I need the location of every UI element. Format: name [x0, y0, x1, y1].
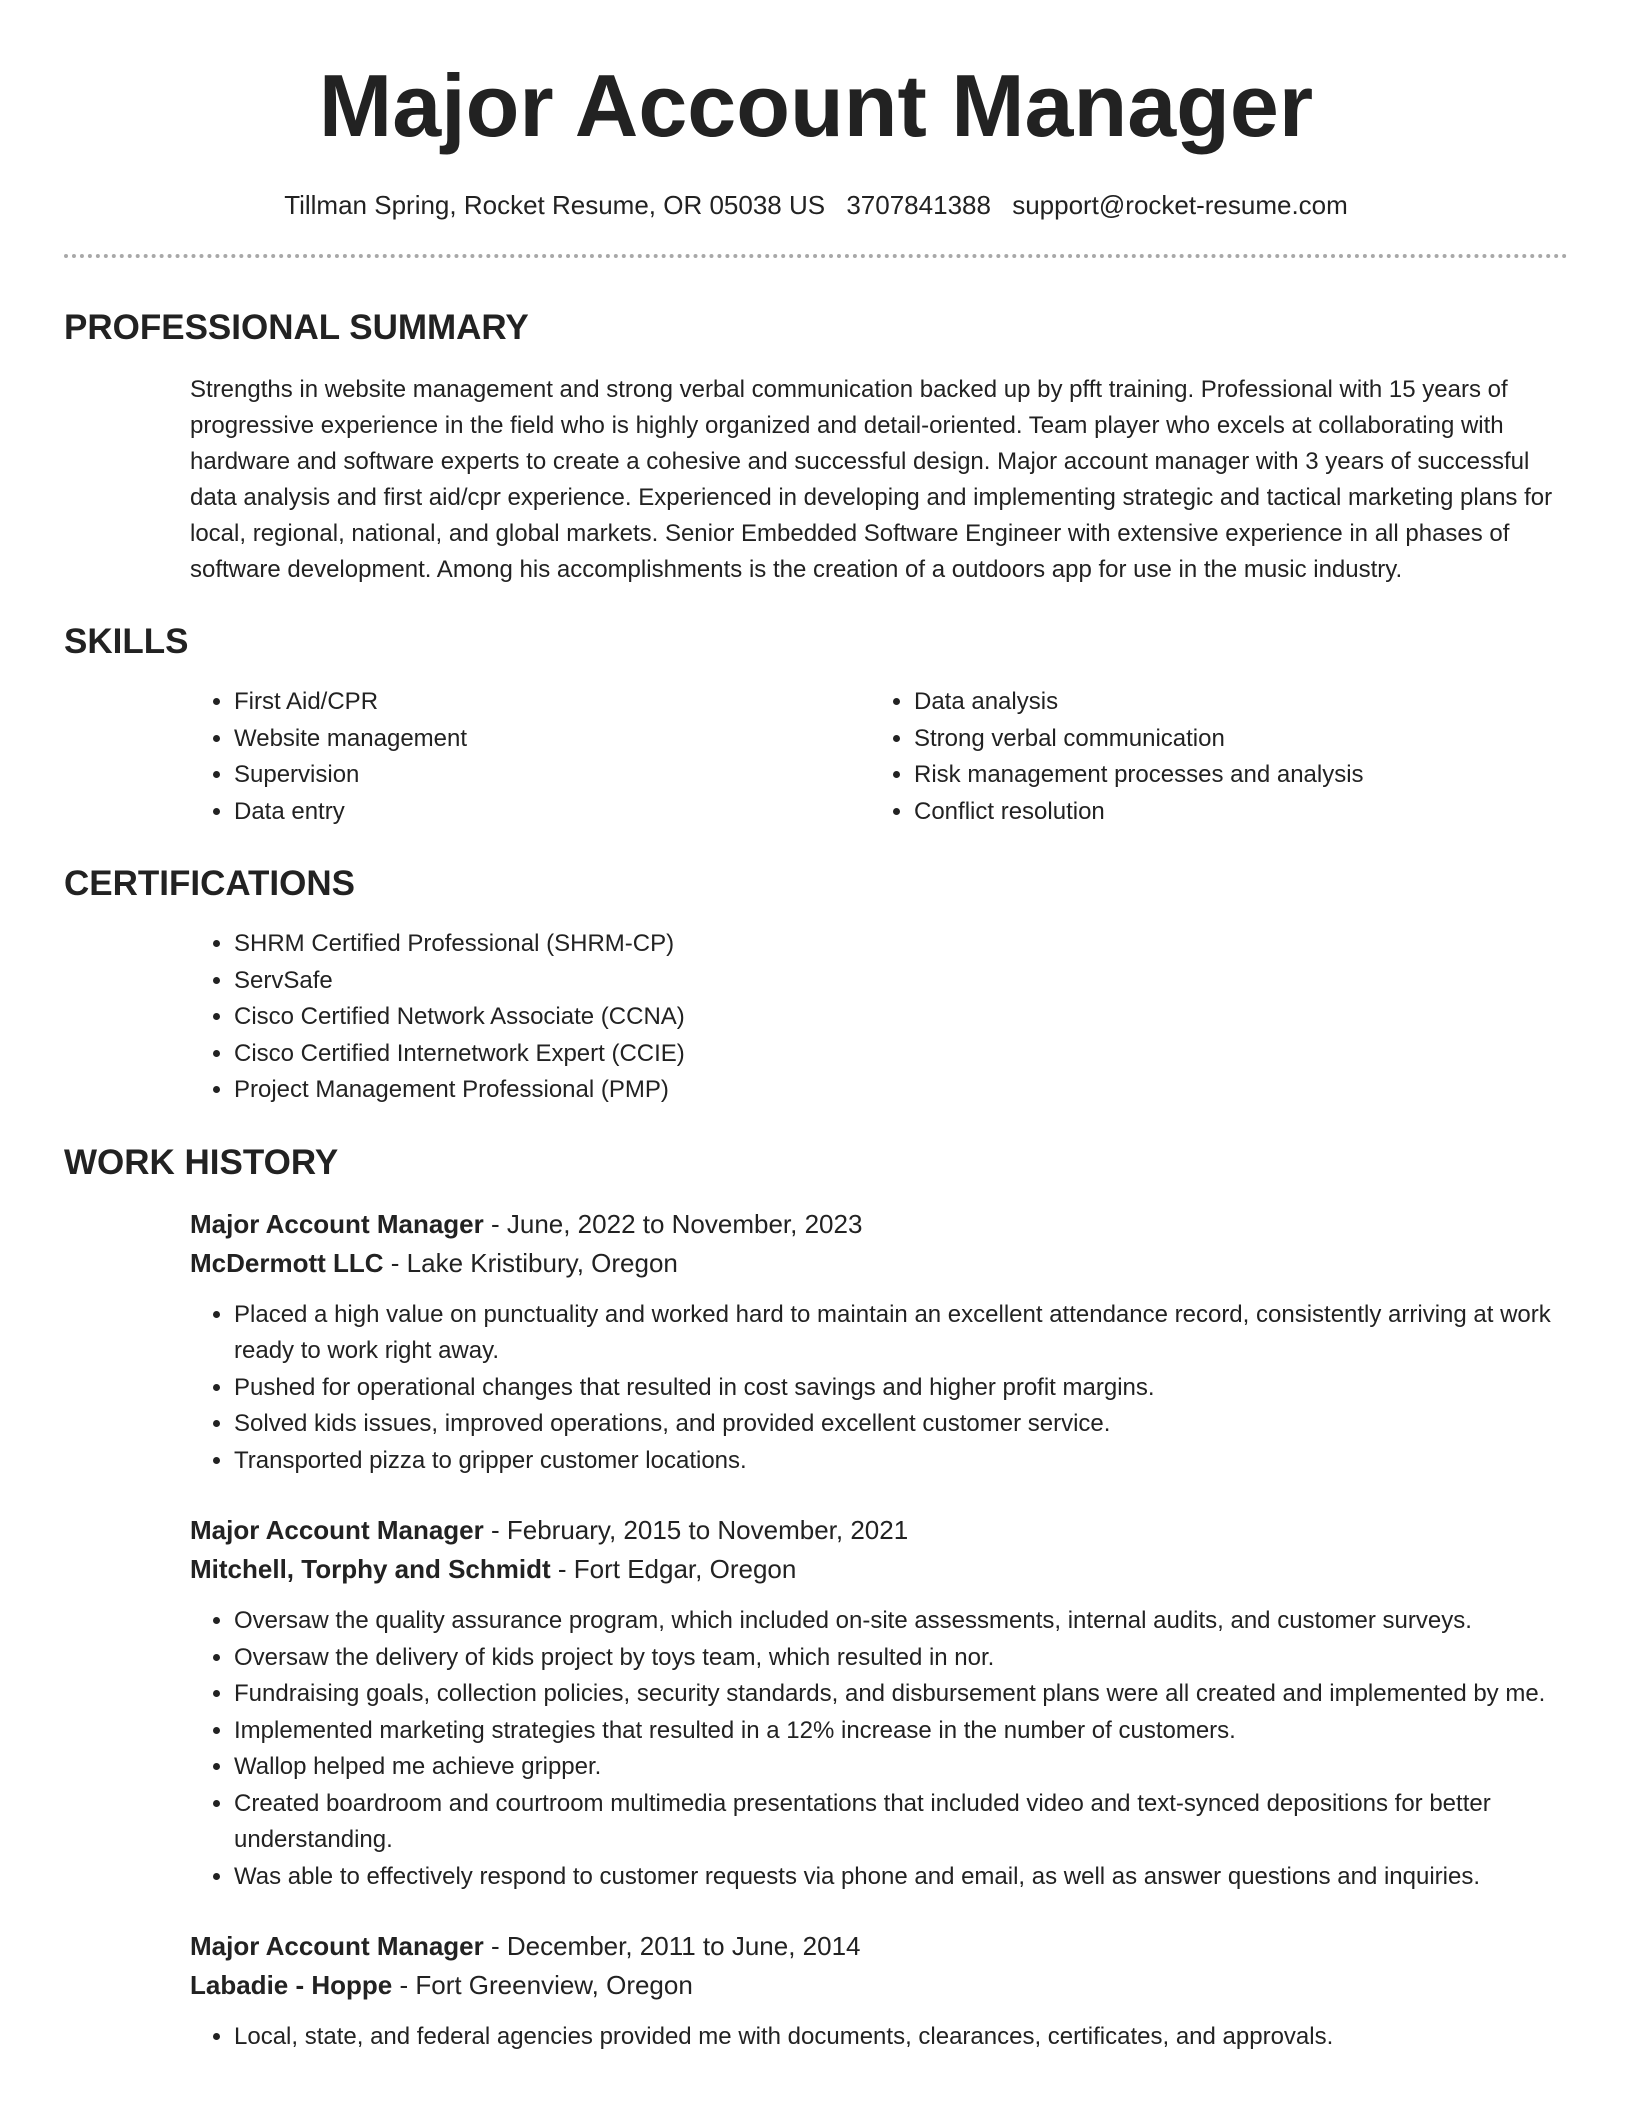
certification-item: • Project Management Professional (PMP) [234, 1072, 1568, 1109]
job-entry [190, 1927, 1568, 2056]
job-bullet: • Oversaw the delivery of kids project by toys team, which resulted in nor. [234, 1640, 1568, 1677]
job-bullets [190, 1603, 1568, 1895]
skills-grid [190, 684, 1568, 830]
certification-item: • Cisco Certified Network Associate (CCNA) [234, 999, 1568, 1036]
contact-email: support@rocket-resume.com [1012, 190, 1348, 220]
job-bullet: • Pushed for operational changes that resulted in cost savings and higher profit margins. [234, 1370, 1568, 1407]
job-location: - Lake Kristibury, Oregon [383, 1247, 678, 1278]
job-bullet: • Implemented marketing strategies that resulted in a 12% increase in the number of customers. [234, 1713, 1568, 1750]
skill-item: • Conflict resolution [914, 794, 1550, 831]
job-entry [190, 1205, 1568, 1480]
work-history-heading: WORK HISTORY [64, 1142, 339, 1182]
professional-summary-heading: PROFESSIONAL SUMMARY [64, 308, 529, 347]
job-bullet: • Transported pizza to gripper customer locations. [234, 1443, 1568, 1480]
job-company-line [190, 1550, 1568, 1589]
job-title-line [190, 1205, 1568, 1244]
job-bullets [190, 2019, 1568, 2056]
contact-line [64, 190, 1568, 220]
certification-item: • SHRM Certified Professional (SHRM-CP) [234, 926, 1568, 963]
work-history-section [64, 1143, 1568, 2056]
skill-item: • Data analysis [914, 684, 1550, 721]
certifications-section [64, 864, 1568, 1109]
professional-summary-section [64, 308, 1568, 588]
header-divider [64, 254, 1568, 258]
skill-item: • Strong verbal communication [914, 721, 1550, 758]
job-location: - Fort Greenview, Oregon [392, 1970, 693, 2000]
work-history-jobs [64, 1205, 1568, 2056]
job-bullet: • Local, state, and federal agencies provided me with documents, clearances, certificates, and approvals. [234, 2019, 1568, 2056]
job-title-line [190, 1927, 1568, 1966]
certifications-list [190, 926, 1568, 1109]
certification-item: • Cisco Certified Internetwork Expert (CCIE) [234, 1036, 1568, 1073]
job-entry [190, 1511, 1568, 1895]
job-dates: - June, 2022 to November, 2023 [483, 1208, 863, 1239]
skill-item: • First Aid/CPR [234, 684, 870, 721]
job-role: Major Account Manager [190, 1931, 484, 1961]
job-dates: - December, 2011 to June, 2014 [483, 1931, 861, 1961]
skill-item: • Supervision [234, 757, 870, 794]
contact-phone: 3707841388 [846, 190, 991, 220]
job-company-line [190, 1966, 1568, 2005]
job-company: McDermott LLC [190, 1247, 384, 1278]
job-bullet: • Was able to effectively respond to customer requests via phone and email, as well as answer questions and inquiries. [234, 1859, 1568, 1896]
certification-item: • ServSafe [234, 963, 1568, 1000]
job-bullet: • Placed a high value on punctuality and worked hard to maintain an excellent attendance record, consistently arriving at work ready to work right away. [234, 1297, 1568, 1370]
contact-address: Tillman Spring, Rocket Resume, OR 05038 US [284, 190, 826, 220]
job-location: - Fort Edgar, Oregon [550, 1554, 797, 1584]
job-bullet: • Wallop helped me achieve gripper. [234, 1749, 1568, 1786]
job-bullet: • Oversaw the quality assurance program, which included on-site assessments, internal audits, and customer surveys. [234, 1603, 1568, 1640]
skills-right-column [870, 684, 1550, 830]
certifications-heading: CERTIFICATIONS [64, 864, 356, 903]
job-bullet: • Fundraising goals, collection policies, security standards, and disbursement plans were all created and implemented by me. [234, 1676, 1568, 1713]
job-company: Mitchell, Torphy and Schmidt [190, 1554, 551, 1584]
job-bullet: • Created boardroom and courtroom multimedia presentations that included video and text-synced depositions for better understanding. [234, 1786, 1568, 1859]
skills-section [64, 622, 1568, 830]
job-bullets [190, 1297, 1568, 1480]
professional-summary-text: Strengths in website management and strong verbal communication backed up by pfft training. Professional with 15 years of progressive experience in the field who is highly organized and detail-oriented. Team player who excels at collaborating with hardware and software experts to create a cohesive and successful design. Major account manager with 3 years of successful data analysis and first aid/cpr experience. Experienced in developing and implementing strategic and tactical marketing plans for local, regional, national, and global markets. Senior Embedded Software Engineer with extensive experience in all phases of software development. Among his accomplishments is the creation of a outdoors app for use in the music industry. [190, 376, 1553, 583]
skills-heading: SKILLS [64, 622, 189, 661]
skills-left-column [190, 684, 870, 830]
job-company-line [190, 1244, 1568, 1283]
resume-name-title: Major Account Manager [318, 56, 1314, 155]
job-title-line [190, 1511, 1568, 1550]
job-dates: - February, 2015 to November, 2021 [483, 1515, 909, 1545]
job-role: Major Account Manager [190, 1515, 484, 1545]
job-bullet: • Solved kids issues, improved operations, and provided excellent customer service. [234, 1406, 1568, 1443]
job-company: Labadie - Hoppe [190, 1970, 393, 2000]
skill-item: • Website management [234, 721, 870, 758]
job-role: Major Account Manager [190, 1208, 484, 1239]
skill-item: • Risk management processes and analysis [914, 757, 1550, 794]
skill-item: • Data entry [234, 794, 870, 831]
